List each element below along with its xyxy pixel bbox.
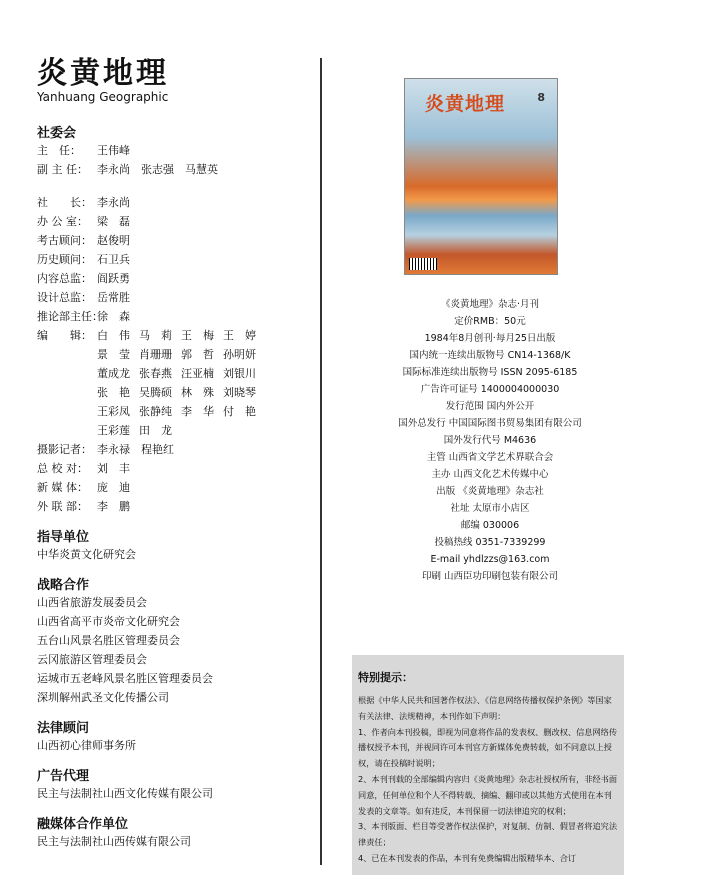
ads-item: 民主与法制社山西文化传媒有限公司 (37, 787, 213, 800)
staff2-role: 总 校 对： (37, 462, 88, 475)
legal-title: 法律顾问 (37, 721, 90, 736)
committee-director: 主 任： 王伟峰 (37, 144, 130, 157)
staff-role: 社 长： (37, 196, 92, 209)
staff2-name: 庞 迪 (97, 481, 130, 494)
pub-info-line: 主办 山西文化艺术传媒中心 (431, 469, 549, 480)
notice-paragraph: 根据《中华人民共和国著作权法》、《信息网络传播权保护条例》等国家有关法律、法规精神，本刊作如下声明： (358, 695, 612, 721)
pub-info-line: 邮编 030006 (460, 520, 520, 531)
editor-name: 王 婷 (223, 329, 256, 342)
pub-info-line: 广告许可证号 1400004000030 (420, 384, 560, 395)
special-notice-box (352, 655, 624, 875)
editor-name: 王彩凤 (97, 405, 130, 418)
magazine-cover-image (404, 78, 558, 275)
staff-name: 岳常胜 (97, 291, 130, 304)
staff2-row (37, 478, 307, 497)
pub-info-line: 印刷 山西臣功印刷包装有限公司 (421, 571, 559, 582)
editor-name: 董成龙 (97, 367, 130, 380)
staff-list (37, 193, 307, 326)
strategic-item: 云冈旅游区管理委员会 (37, 653, 147, 666)
editor-name: 林 殊 (181, 386, 214, 399)
editor-name: 张 艳 (97, 386, 130, 399)
section-gap (37, 755, 307, 765)
staff-row (37, 231, 307, 250)
staff-name: 徐 森 (97, 310, 130, 323)
section-gap (37, 564, 307, 574)
editor-name: 付 艳 (223, 405, 256, 418)
brand-name-cn: 炎黄地理 (37, 56, 169, 91)
editor-name: 郭 哲 (181, 348, 214, 361)
editor-name: 刘晓琴 (223, 386, 256, 399)
staff-role: 推论部主任： (37, 310, 103, 323)
media-title: 融媒体合作单位 (37, 817, 129, 832)
notice-title: 特别提示： (358, 671, 413, 684)
committee-title: 社委会 (37, 126, 77, 141)
editor-name: 肖珊珊 (139, 348, 172, 361)
editor-row (97, 402, 297, 421)
staff-row (37, 288, 307, 307)
editors-block: 编 辑： 白 伟 马 莉 王 梅 王 婷 景 莹 肖珊珊 郭 哲 孙明妍 董成龙 张春燕 汪亚楠 刘银川 张 艳 吴腾硕 林 殊 刘晓琴 王彩凤 张静纯 李 华 付 艳 王彩莲 田 龙 (37, 326, 307, 440)
pub-info-line: E-mail yhdlzzs@163.com (430, 554, 550, 565)
barcode-icon (409, 258, 437, 270)
strategic-item: 五台山风景名胜区管理委员会 (37, 634, 180, 647)
pub-info-line: 国内统一连续出版物号 CN14-1368/K (409, 350, 571, 361)
editor-name: 张春燕 (139, 367, 172, 380)
staff-name: 李永尚 (97, 196, 130, 209)
staff2-row (37, 497, 307, 516)
pub-info-line: 《炎黄地理》杂志·月刊 (440, 299, 540, 310)
editor-name: 李 华 (181, 405, 214, 418)
editor-name: 马 莉 (139, 329, 172, 342)
editor-name: 刘银川 (223, 367, 256, 380)
staff-row (37, 250, 307, 269)
media-item: 民主与法制社山西传媒有限公司 (37, 835, 191, 848)
staff2-role: 外 联 部： (37, 500, 88, 513)
notice-paragraph: 2、本刊刊载的全部编辑内容归《炎黄地理》杂志社授权所有，非经书面同意，任何单位和个人不得转载、摘编、翻印或以其他方式使用在本刊发表的文章等。如有违反，本刊保留一切法律追究的权利； (358, 773, 618, 816)
staff-role: 考古顾问： (37, 234, 92, 247)
pub-info-line: 投稿热线 0351-7339299 (434, 537, 546, 548)
editor-row (97, 383, 297, 402)
pub-info-line: 出版 《炎黄地理》杂志社 (436, 486, 544, 497)
strategic-item: 山西省高平市炎帝文化研究会 (37, 615, 180, 628)
staff2-role: 摄影记者： (37, 443, 92, 456)
strategic-item: 山西省旅游发展委员会 (37, 596, 147, 609)
staff2-role: 新 媒 体： (37, 481, 88, 494)
staff-name: 阎跃勇 (97, 272, 130, 285)
strategic-item: 深圳解州武圣文化传播公司 (37, 691, 169, 704)
cover-title: 炎黄地理 (425, 93, 506, 115)
editor-name: 张静纯 (139, 405, 172, 418)
guidance-item: 中华炎黄文化研究会 (37, 548, 136, 561)
editor-row (97, 364, 297, 383)
notice-paragraph: 3、本刊版面、栏目等受著作权法保护，对复制、仿制、假冒者将追究法律责任； (358, 821, 618, 848)
cover-issue-number: 8 (537, 91, 545, 104)
column-divider (320, 58, 322, 865)
staff-role: 设计总监： (37, 291, 92, 304)
section-gap (37, 803, 307, 813)
pub-info-line: 发行范围 国内外公开 (445, 401, 535, 412)
editor-name: 吴腾硕 (139, 386, 172, 399)
editor-row (97, 345, 297, 364)
editor-name: 景 莹 (97, 348, 130, 361)
staff2-name: 李 鹏 (97, 500, 130, 513)
committee-vice-directors: 副 主 任： 李永尚 张志强 马慧英 (37, 163, 218, 176)
staff-role: 内容总监： (37, 272, 92, 285)
pub-info-line: 1984年8月创刊·每月25日出版 (424, 333, 556, 344)
legal-item: 山西初心律师事务所 (37, 739, 136, 752)
staff-role: 历史顾问： (37, 253, 92, 266)
editor-name: 孙明妍 (223, 348, 256, 361)
staff-role: 办 公 室： (37, 215, 88, 228)
pub-info-line: 主管 山西省文学艺术界联合会 (426, 452, 554, 463)
section-gap (37, 707, 307, 717)
staff2-name: 刘 丰 (97, 462, 130, 475)
editor-name: 王彩莲 (97, 424, 130, 437)
brand-name-en: Yanhuang Geographic (37, 90, 169, 104)
staff-row (37, 193, 307, 212)
pub-info-line: 定价RMB：50元 (454, 316, 526, 327)
staff-row (37, 212, 307, 231)
partner-sections (37, 526, 307, 851)
staff2-row (37, 440, 307, 459)
notice-paragraph: 4、已在本刊发表的作品，本刊有免费编辑出版精华本、合订 (358, 852, 577, 863)
editor-name: 田 龙 (139, 424, 172, 437)
pub-info-line: 国际标准连续出版物号 ISSN 2095-6185 (402, 367, 578, 378)
editor-name: 汪亚楠 (181, 367, 214, 380)
staff-row (37, 269, 307, 288)
pub-info-line: 国外总发行 中国国际图书贸易集团有限公司 (398, 418, 582, 429)
staff-row (37, 307, 307, 326)
editor-row (97, 421, 297, 440)
masthead-column (37, 58, 307, 851)
pub-info-line: 国外发行代号 M4636 (443, 435, 537, 446)
staff2-row (37, 459, 307, 478)
staff-name: 石卫兵 (97, 253, 130, 266)
staff-name: 赵俊明 (97, 234, 130, 247)
strategic-item: 运城市五老峰风景名胜区管理委员会 (37, 672, 213, 685)
guidance-title: 指导单位 (37, 530, 90, 545)
editor-name: 王 梅 (181, 329, 214, 342)
staff2-name: 李永禄 程艳红 (97, 443, 174, 456)
notice-body (358, 693, 618, 867)
editor-name: 白 伟 (97, 329, 130, 342)
pub-info-line: 社址 太原市小店区 (450, 503, 530, 514)
publication-info (360, 296, 620, 585)
notice-paragraph: 1、作者向本刊投稿，即视为同意将作品的发表权、删改权、信息网络传播权授予本刊，并视同许可本刊官方新媒体免费转载，如不同意以上授权，请在投稿时说明； (358, 726, 618, 769)
editor-names (97, 326, 297, 440)
staff2-list (37, 440, 307, 516)
ads-title: 广告代理 (37, 769, 90, 784)
staff-name: 梁 磊 (97, 215, 130, 228)
editor-row (97, 326, 297, 345)
strategic-title: 战略合作 (37, 578, 90, 593)
